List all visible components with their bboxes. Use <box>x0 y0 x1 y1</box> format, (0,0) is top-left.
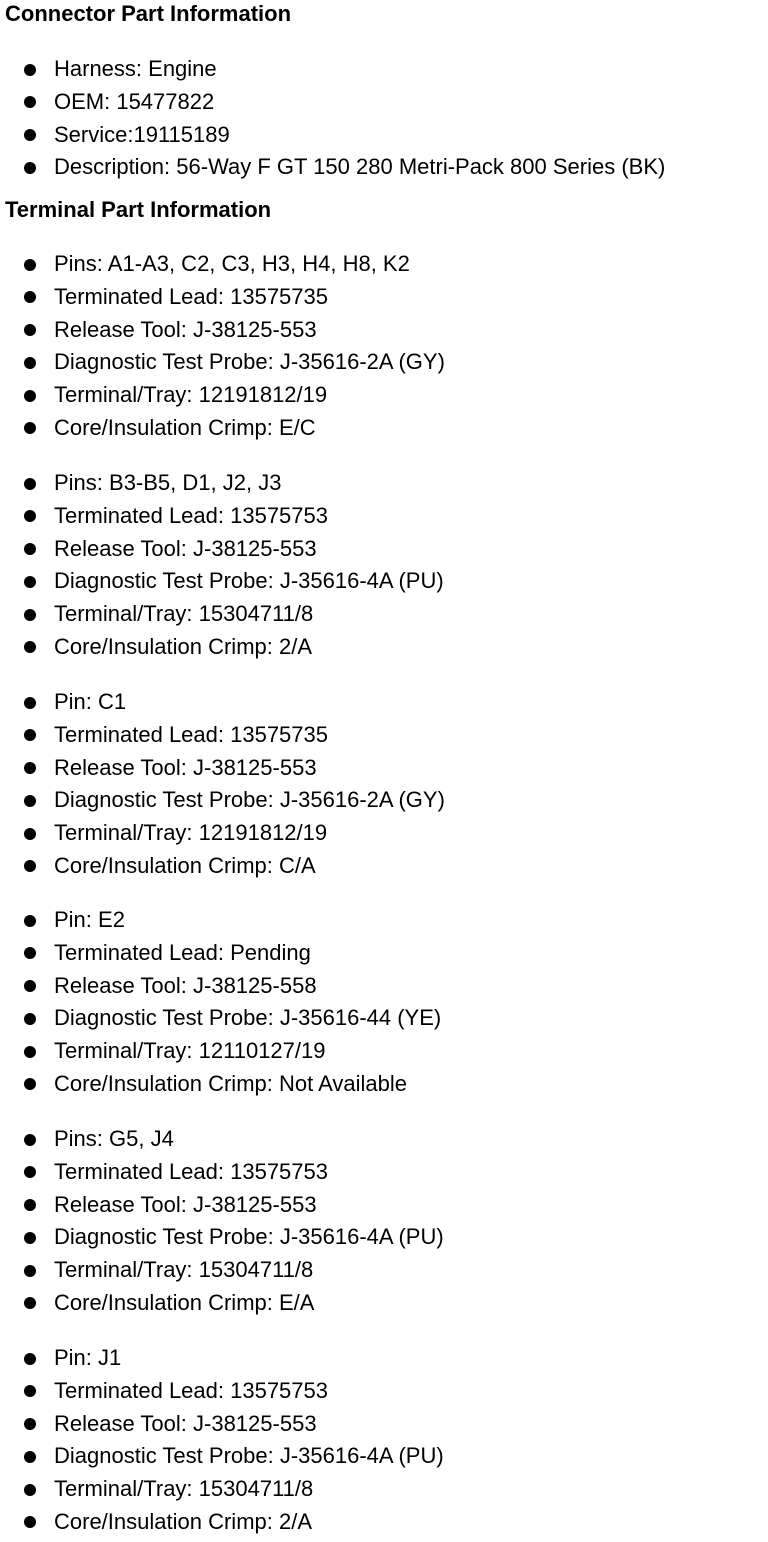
bullet-icon <box>24 64 36 76</box>
list-item-text: Core/Insulation Crimp: E/C <box>54 414 316 440</box>
terminal-heading: Terminal Part Information <box>5 197 272 222</box>
bullet-icon <box>24 390 36 402</box>
list-item-text: Pins: B3-B5, D1, J2, J3 <box>54 470 282 495</box>
bullet-icon <box>24 697 36 709</box>
bullet-icon <box>24 860 36 872</box>
bullet-icon <box>24 915 36 927</box>
bullet-icon <box>24 576 36 588</box>
list-item-text: Pins: G5, J4 <box>54 1126 174 1151</box>
list-item-text: Pin: J1 <box>54 1345 122 1370</box>
bullet-icon <box>24 1353 36 1365</box>
bullet-icon <box>24 422 36 434</box>
bullet-icon <box>24 641 36 653</box>
list-item-text: Terminated Lead: 13575735 <box>54 721 328 747</box>
bullet-icon <box>24 129 36 141</box>
bullet-icon <box>24 1046 36 1058</box>
bullet-icon <box>24 96 36 108</box>
list-item-text: OEM: 15477822 <box>54 88 215 114</box>
bullet-icon <box>24 947 36 959</box>
bullet-icon <box>24 762 36 774</box>
list-item-text: Release Tool: J-38125-558 <box>54 972 317 998</box>
list-item-text: Core/Insulation Crimp: Not Available <box>54 1070 407 1096</box>
list-item-text: Description: 56-Way F GT 150 280 Metri-Pack 800 Series (BK) <box>54 154 666 180</box>
list-item-text: Terminated Lead: 13575753 <box>54 1158 328 1184</box>
list-item-text: Terminated Lead: 13575753 <box>54 502 328 528</box>
list-item-text: Terminal/Tray: 15304711/8 <box>54 1257 314 1283</box>
list-item-text: Core/Insulation Crimp: 2/A <box>54 1508 312 1534</box>
list-item-text: Diagnostic Test Probe: J-35616-2A (GY) <box>54 787 445 813</box>
list-item-text: Release Tool: J-38125-553 <box>54 535 317 561</box>
bullet-icon <box>24 1166 36 1178</box>
list-item-text: Pin: C1 <box>54 689 127 714</box>
list-item-text: Diagnostic Test Probe: J-35616-4A (PU) <box>54 1224 444 1250</box>
list-item-text: Diagnostic Test Probe: J-35616-4A (PU) <box>54 568 444 594</box>
bullet-icon <box>24 1516 36 1528</box>
list-item-text: Release Tool: J-38125-553 <box>54 316 317 342</box>
bullet-icon <box>24 1451 36 1463</box>
bullet-icon <box>24 1484 36 1496</box>
bullet-icon <box>24 729 36 741</box>
bullet-icon <box>24 1232 36 1244</box>
bullet-icon <box>24 828 36 840</box>
list-item-text: Terminal/Tray: 12191812/19 <box>54 382 328 408</box>
bullet-icon <box>24 291 36 303</box>
bullet-icon <box>24 1199 36 1211</box>
list-item-text: Diagnostic Test Probe: J-35616-2A (GY) <box>54 349 445 375</box>
list-item-text: Diagnostic Test Probe: J-35616-4A (PU) <box>54 1443 444 1469</box>
list-item-text: Core/Insulation Crimp: C/A <box>54 852 316 878</box>
list-item-text: Release Tool: J-38125-553 <box>54 754 317 780</box>
bullet-icon <box>24 1297 36 1309</box>
bullet-icon <box>24 510 36 522</box>
bullet-icon <box>24 795 36 807</box>
bullet-icon <box>24 162 36 174</box>
list-item-text: Terminal/Tray: 15304711/8 <box>54 1476 314 1502</box>
bullet-icon <box>24 357 36 369</box>
list-item-text: Pin: E2 <box>54 907 125 932</box>
list-item-text: Harness: Engine <box>54 56 217 81</box>
list-item-text: Terminal/Tray: 15304711/8 <box>54 601 314 627</box>
list-item-text: Terminal/Tray: 12191812/19 <box>54 820 328 846</box>
bullet-icon <box>24 259 36 271</box>
list-item-text: Terminated Lead: Pending <box>54 939 311 965</box>
bullet-icon <box>24 980 36 992</box>
bullet-icon <box>24 1013 36 1025</box>
bullet-icon <box>24 1385 36 1397</box>
bullet-icon <box>24 543 36 555</box>
bullet-icon <box>24 1418 36 1430</box>
list-item-text: Diagnostic Test Probe: J-35616-44 (YE) <box>54 1005 442 1031</box>
list-item-text: Terminal/Tray: 12110127/19 <box>54 1038 326 1064</box>
bullet-icon <box>24 324 36 336</box>
bullet-icon <box>24 609 36 621</box>
list-item-text: Pins: A1-A3, C2, C3, H3, H4, H8, K2 <box>54 251 410 276</box>
list-item-text: Service:19115189 <box>54 121 230 147</box>
list-item-text: Core/Insulation Crimp: E/A <box>54 1289 315 1315</box>
list-item-text: Release Tool: J-38125-553 <box>54 1191 317 1217</box>
bullet-icon <box>24 1134 36 1146</box>
bullet-icon <box>24 478 36 490</box>
list-item-text: Release Tool: J-38125-553 <box>54 1410 317 1436</box>
list-item-text: Terminated Lead: 13575753 <box>54 1377 328 1403</box>
bullet-icon <box>24 1265 36 1277</box>
connector-heading: Connector Part Information <box>5 1 292 26</box>
bullet-icon <box>24 1078 36 1090</box>
list-item-text: Core/Insulation Crimp: 2/A <box>54 633 312 659</box>
list-item-text: Terminated Lead: 13575735 <box>54 283 328 309</box>
